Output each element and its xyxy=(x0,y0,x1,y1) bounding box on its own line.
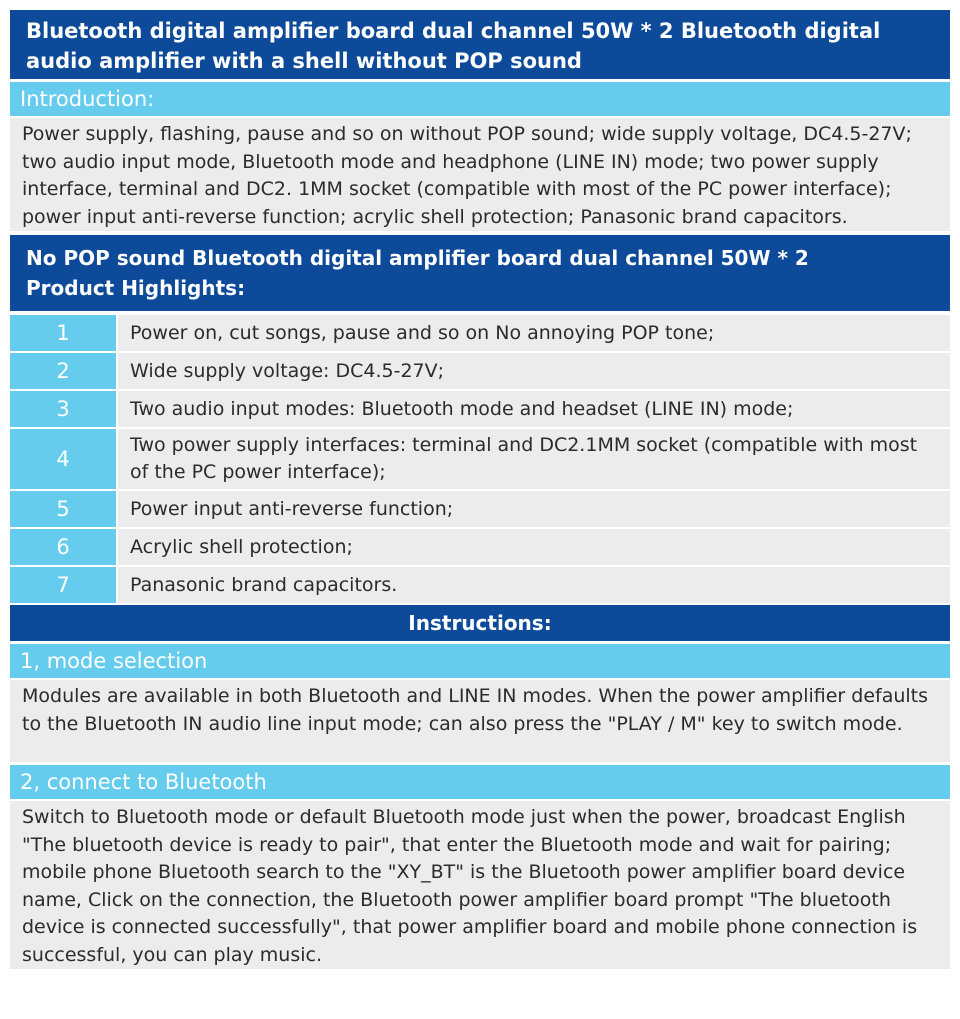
highlight-row xyxy=(10,491,950,527)
highlight-row xyxy=(10,529,950,565)
highlight-number: 5 xyxy=(10,491,116,527)
highlight-number: 1 xyxy=(10,315,116,351)
highlight-row xyxy=(10,315,950,351)
mode-selection-body: Modules are available in both Bluetooth and LINE IN modes. When the power amplifier defaults to the Bluetooth IN audio line input mode; can also press the "PLAY / M" key to switch mode. xyxy=(10,680,950,762)
highlights-heading-line1: No POP sound Bluetooth digital amplifier board dual channel 50W * 2 xyxy=(26,246,809,270)
highlight-text: Power input anti-reverse function; xyxy=(118,491,950,527)
highlights-heading-line2: Product Highlights: xyxy=(26,276,246,300)
instructions-heading: Instructions: xyxy=(10,605,950,641)
highlight-number: 3 xyxy=(10,391,116,427)
highlight-text: Two audio input modes: Bluetooth mode and headset (LINE IN) mode; xyxy=(118,391,950,427)
page-title: Bluetooth digital amplifier board dual channel 50W * 2 Bluetooth digital audio amplifier with a shell without POP sound xyxy=(10,10,950,79)
highlight-number: 4 xyxy=(10,429,116,489)
highlights-heading xyxy=(10,235,950,311)
highlight-number: 6 xyxy=(10,529,116,565)
highlight-number: 7 xyxy=(10,567,116,603)
highlight-text: Acrylic shell protection; xyxy=(118,529,950,565)
mode-selection-heading: 1, mode selection xyxy=(10,644,950,678)
product-sheet xyxy=(10,0,950,969)
highlight-row xyxy=(10,429,950,489)
highlight-text: Power on, cut songs, pause and so on No annoying POP tone; xyxy=(118,315,950,351)
highlight-row xyxy=(10,353,950,389)
introduction-body: Power supply, flashing, pause and so on without POP sound; wide supply voltage, DC4.5-27V; two audio input mode, Bluetooth mode and headphone (LINE IN) mode; two power supply interface, terminal and DC2. 1MM socket (compatible with most of the PC power interface); power input anti-reverse function; acrylic shell protection; Panasonic brand capacitors. xyxy=(10,118,950,231)
highlight-row xyxy=(10,391,950,427)
connect-bluetooth-body: Switch to Bluetooth mode or default Bluetooth mode just when the power, broadcast English "The bluetooth device is ready to pair", that enter the Bluetooth mode and wait for pairing; mobile phone Bluetooth search to the "XY_BT" is the Bluetooth power amplifier board device name, Click on the connection, the Bluetooth power amplifier board prompt "The bluetooth device is connected successfully", that power amplifier board and mobile phone connection is successful, you can play music. xyxy=(10,801,950,969)
highlight-row xyxy=(10,567,950,603)
introduction-heading: Introduction: xyxy=(10,82,950,116)
highlight-number: 2 xyxy=(10,353,116,389)
highlight-text: Two power supply interfaces: terminal and DC2.1MM socket (compatible with most of the PC power interface); xyxy=(118,429,950,489)
connect-bluetooth-heading: 2, connect to Bluetooth xyxy=(10,765,950,799)
highlights-list xyxy=(10,315,950,603)
highlight-text: Panasonic brand capacitors. xyxy=(118,567,950,603)
highlight-text: Wide supply voltage: DC4.5-27V; xyxy=(118,353,950,389)
